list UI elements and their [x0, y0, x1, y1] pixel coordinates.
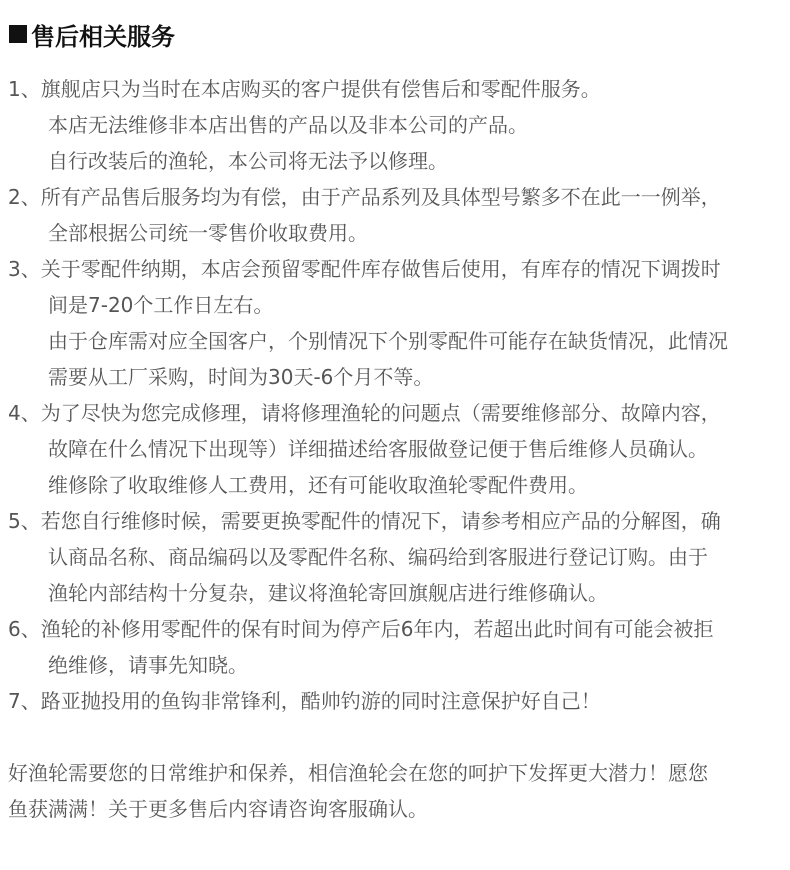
heading-text: 售后相关服务	[31, 22, 175, 51]
list-line: 认商品名称、商品编码以及零配件名称、编码给到客服进行登记订购。由于	[48, 545, 708, 569]
section-heading	[9, 14, 175, 54]
list-line: 2、所有产品售后服务均为有偿，由于产品系列及具体型号繁多不在此一一例举，	[8, 185, 721, 209]
list-line: 7、路亚抛投用的鱼钩非常锋利，酷帅钓游的同时注意保护好自己！	[8, 689, 601, 713]
list-line: 维修除了收取维修人工费用，还有可能收取渔轮零配件费用。	[48, 473, 588, 497]
list-line: 间是7-20个工作日左右。	[48, 293, 274, 317]
list-line: 全部根据公司统一零售价收取费用。	[48, 221, 368, 245]
list-line: 3、关于零配件纳期，本店会预留零配件库存做售后使用，有库存的情况下调拨时	[8, 257, 721, 281]
closing-line: 好渔轮需要您的日常维护和保养，相信渔轮会在您的呵护下发挥更大潜力！愿您	[8, 761, 708, 785]
list-line: 本店无法维修非本店出售的产品以及非本公司的产品。	[48, 113, 528, 137]
list-line: 6、渔轮的补修用零配件的保有时间为停产后6年内，若超出此时间有可能会被拒	[8, 617, 714, 641]
square-bullet-icon	[9, 25, 27, 43]
list-line: 需要从工厂采购，时间为30天-6个月不等。	[48, 365, 434, 389]
list-line: 故障在什么情况下出现等）详细描述给客服做登记便于售后维修人员确认。	[48, 437, 708, 461]
list-line: 绝维修，请事先知晓。	[48, 653, 248, 677]
list-line: 自行改装后的渔轮，本公司将无法予以修理。	[48, 149, 448, 173]
list-line: 1、旗舰店只为当时在本店购买的客户提供有偿售后和零配件服务。	[8, 77, 601, 101]
list-line: 渔轮内部结构十分复杂，建议将渔轮寄回旗舰店进行维修确认。	[48, 581, 608, 605]
list-line: 由于仓库需对应全国客户，个别情况下个别零配件可能存在缺货情况，此情况	[48, 329, 728, 353]
list-line: 4、为了尽快为您完成修理，请将修理渔轮的问题点（需要维修部分、故障内容，	[8, 401, 721, 425]
list-line: 5、若您自行维修时候，需要更换零配件的情况下，请参考相应产品的分解图，确	[8, 509, 721, 533]
closing-line: 鱼获满满！关于更多售后内容请咨询客服确认。	[8, 797, 428, 821]
